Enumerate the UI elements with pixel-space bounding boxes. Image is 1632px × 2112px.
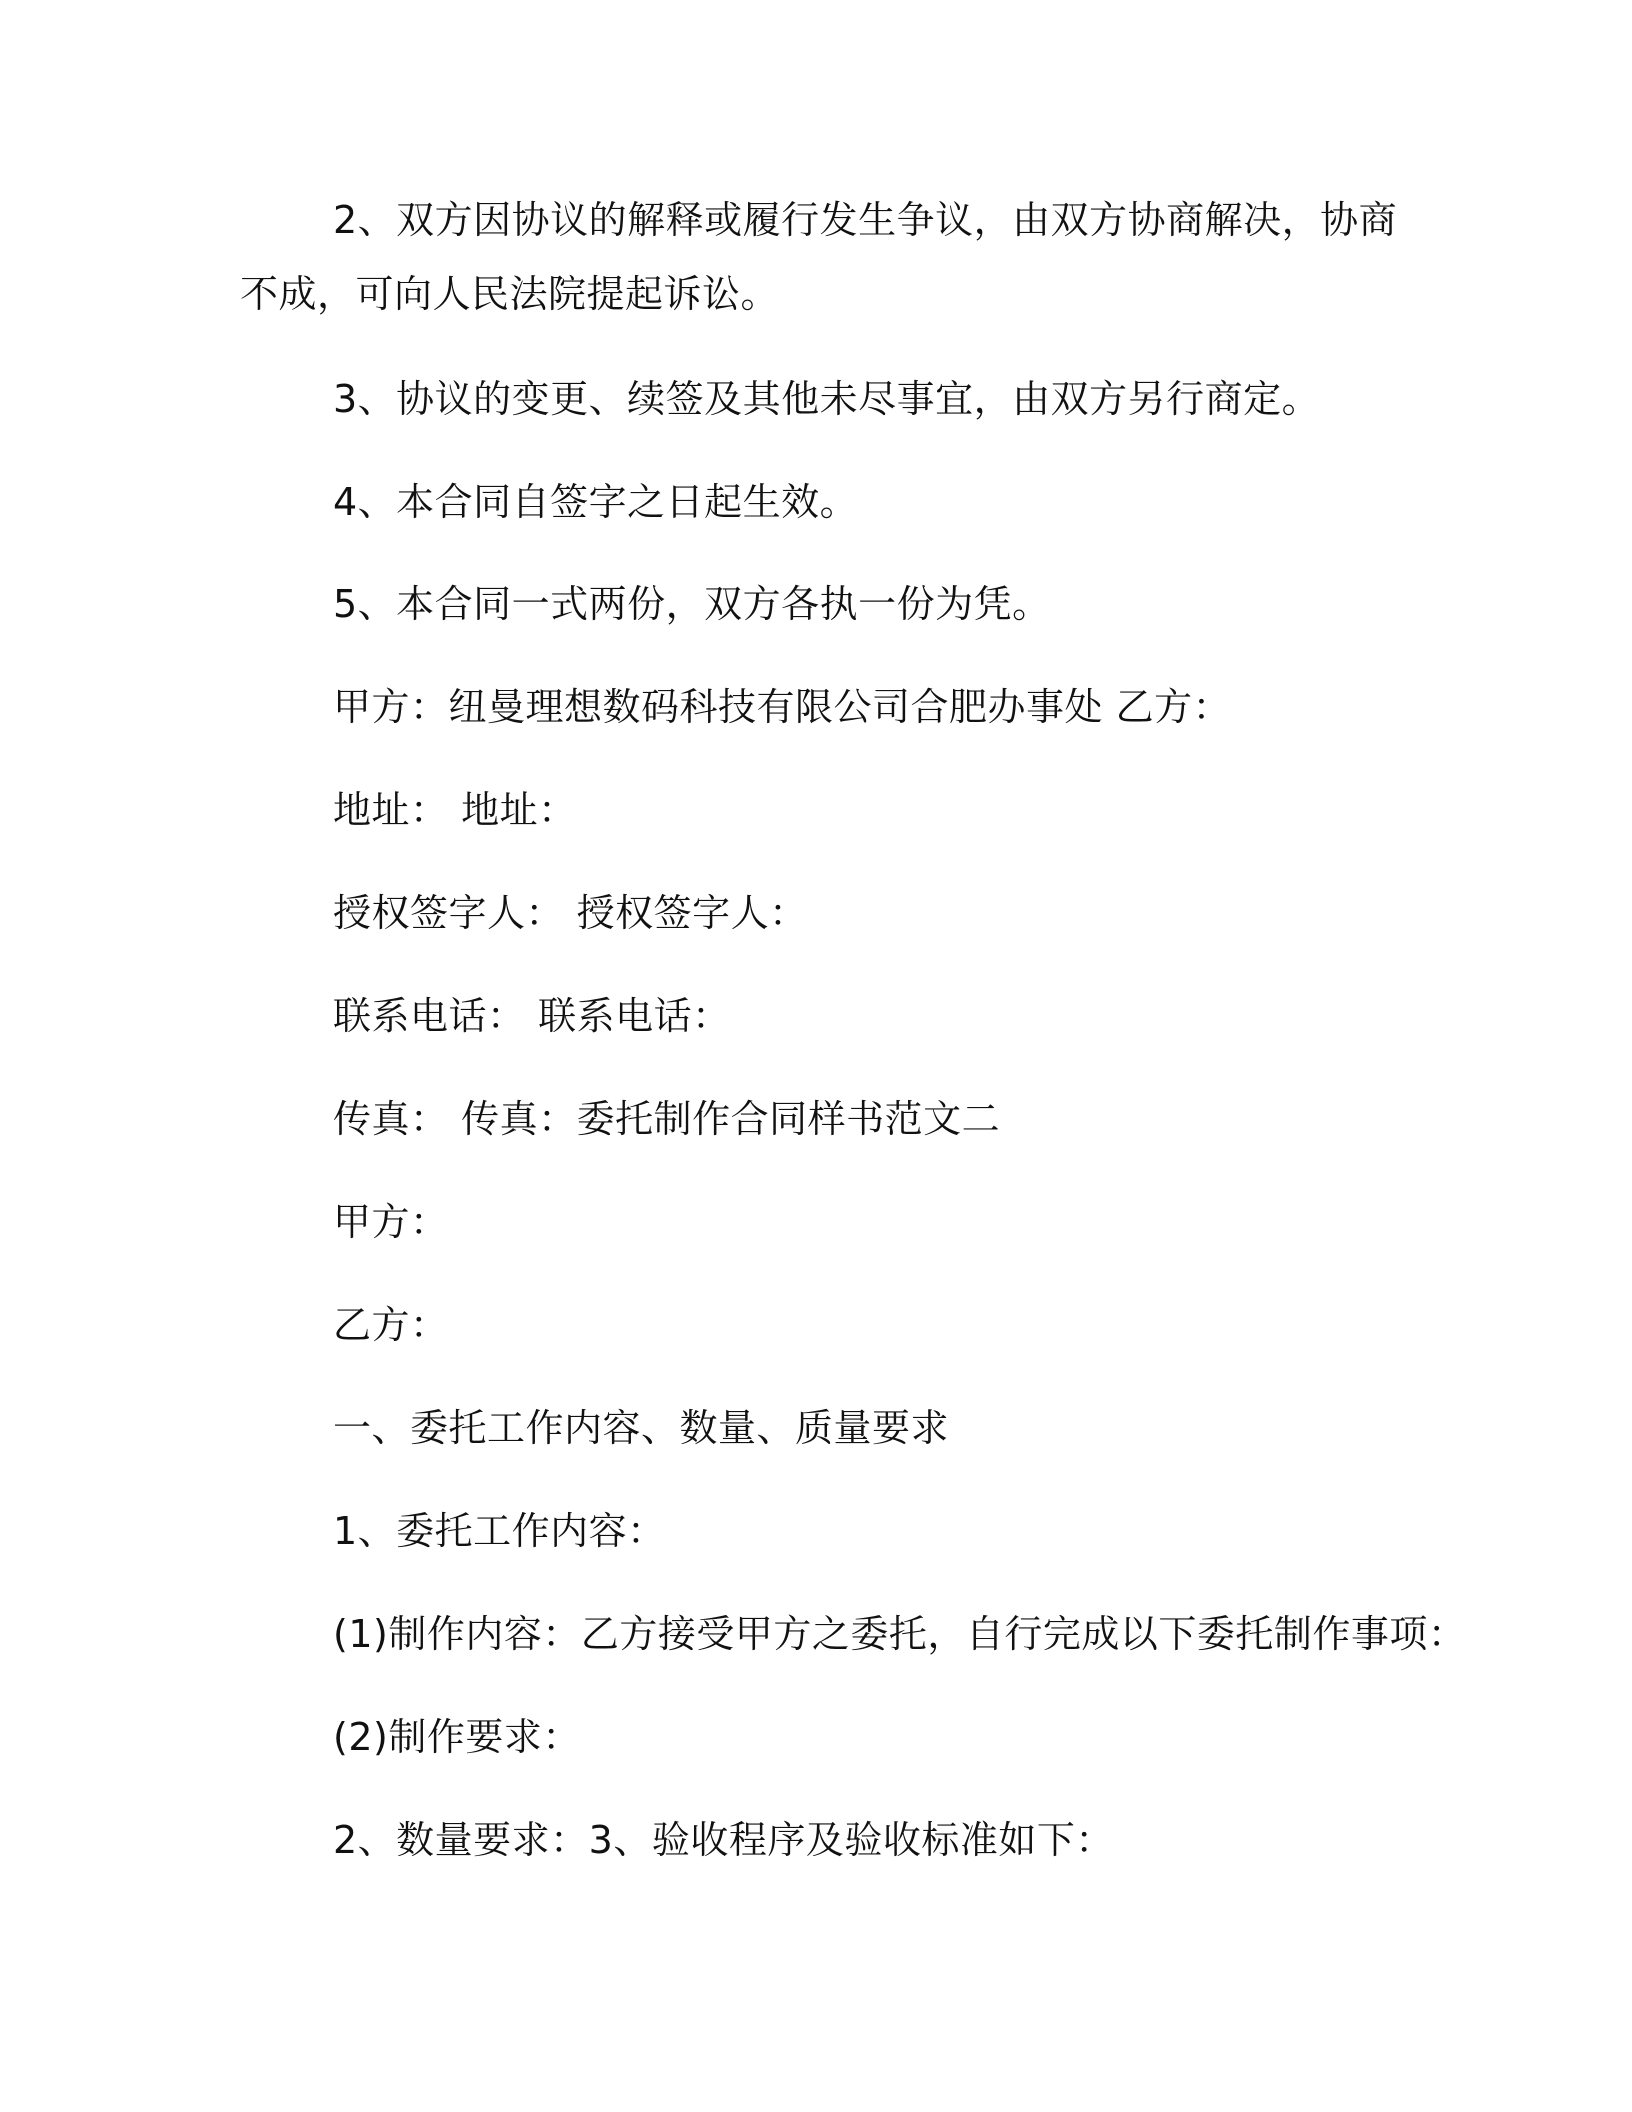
clause-2-line-2: 不成，可向人民法院提起诉讼。: [240, 272, 780, 316]
clause-4: 4、本合同自签字之日起生效。: [333, 480, 859, 524]
fax-line: 传真： 传真：委托制作合同样书范文二: [333, 1097, 1001, 1141]
phone-line: 联系电话： 联系电话：: [333, 994, 731, 1038]
item-1-subitem-2: (2)制作要求：: [333, 1715, 581, 1759]
item-2-3-line: 2、数量要求：3、验收程序及验收标准如下：: [333, 1818, 1114, 1862]
clause-5: 5、本合同一式两份，双方各执一份为凭。: [333, 582, 1051, 626]
section-1-heading: 一、委托工作内容、数量、质量要求: [333, 1406, 950, 1450]
party-b-line: 乙方：: [333, 1303, 449, 1347]
clause-3: 3、协议的变更、续签及其他未尽事宜，由双方另行商定。: [333, 377, 1321, 421]
address-line: 地址： 地址：: [333, 788, 577, 832]
item-1-subitem-1: (1)制作内容：乙方接受甲方之委托，自行完成以下委托制作事项：: [333, 1612, 1467, 1656]
party-a-line: 甲方：: [333, 1200, 449, 1244]
item-1-heading: 1、委托工作内容：: [333, 1509, 666, 1553]
signatory-line: 授权签字人： 授权签字人：: [333, 891, 808, 935]
party-a-name-line: 甲方：纽曼理想数码科技有限公司合肥办事处 乙方：: [333, 685, 1232, 729]
clause-2-line-1: 2、双方因协议的解释或履行发生争议，由双方协商解决，协商: [333, 198, 1398, 242]
